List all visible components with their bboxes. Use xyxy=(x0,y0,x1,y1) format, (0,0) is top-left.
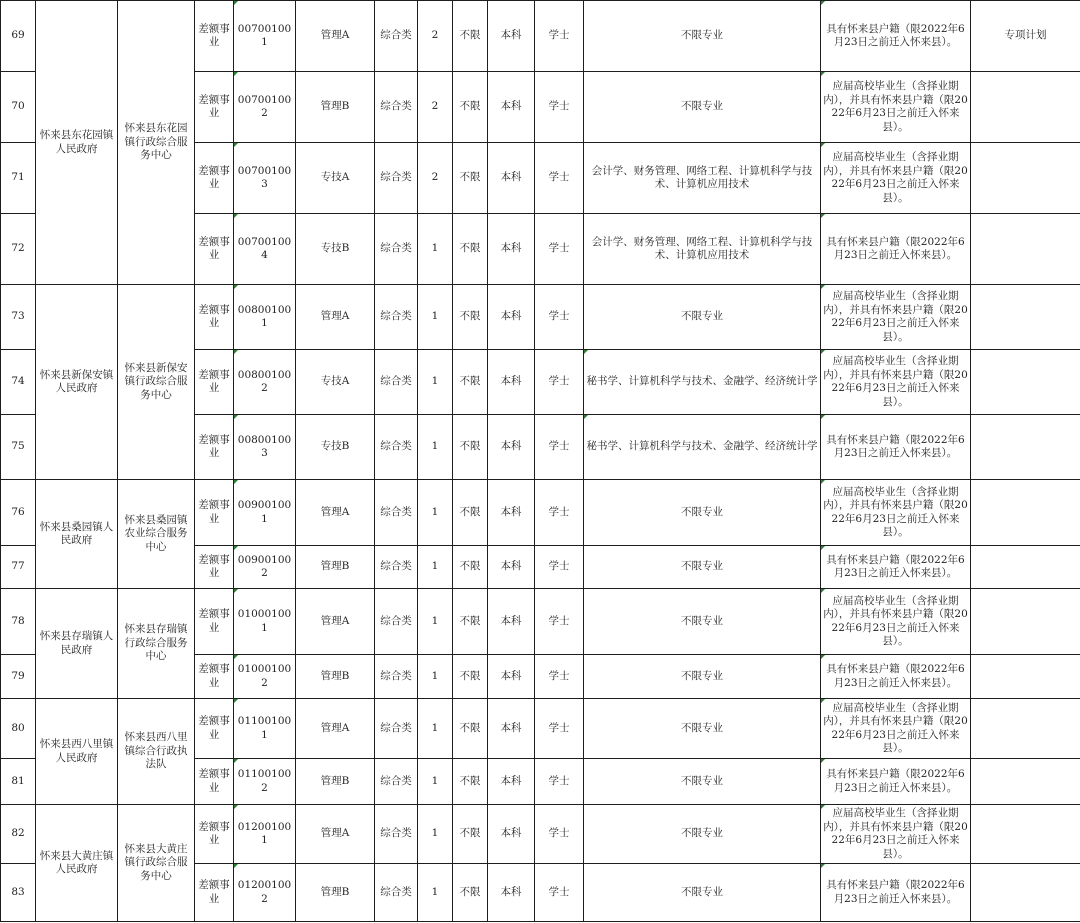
table-row xyxy=(1,589,1080,655)
unit-name: 怀来县东花园镇行政综合服务中心 xyxy=(118,1,195,285)
post-code: 011001002 xyxy=(234,759,296,805)
unit-type: 差额事业 xyxy=(195,655,234,699)
post-category: 综合类 xyxy=(375,214,418,285)
degree: 学士 xyxy=(535,214,584,285)
major: 会计学、财务管理、网络工程、计算机科学与技术、计算机应用技术 xyxy=(584,214,821,285)
row-number: 73 xyxy=(1,285,36,350)
unit-type: 差额事业 xyxy=(195,480,234,546)
post-category: 综合类 xyxy=(375,589,418,655)
hire-count: 1 xyxy=(418,214,453,285)
post-category: 综合类 xyxy=(375,699,418,759)
post-category: 综合类 xyxy=(375,480,418,546)
remarks xyxy=(971,655,1080,699)
unit-type: 差额事业 xyxy=(195,699,234,759)
remarks xyxy=(971,589,1080,655)
age-limit: 不限 xyxy=(453,285,488,350)
hire-count: 1 xyxy=(418,805,453,864)
table-row xyxy=(1,1,1080,72)
unit-name: 怀来县大黄庄镇行政综合服务中心 xyxy=(118,805,195,922)
age-limit: 不限 xyxy=(453,480,488,546)
degree: 学士 xyxy=(535,589,584,655)
other-requirements: 具有怀来县户籍（限2022年6月23日之前迁入怀来县）。 xyxy=(821,415,971,480)
unit-type: 差额事业 xyxy=(195,143,234,214)
other-requirements: 具有怀来县户籍（限2022年6月23日之前迁入怀来县）。 xyxy=(821,864,971,922)
age-limit: 不限 xyxy=(453,72,488,143)
unit-type: 差额事业 xyxy=(195,1,234,72)
department-name: 怀来县东花园镇人民政府 xyxy=(36,1,118,285)
major: 不限专业 xyxy=(584,72,821,143)
hire-count: 1 xyxy=(418,589,453,655)
post-name: 专技A xyxy=(296,350,375,415)
education: 本科 xyxy=(488,415,535,480)
post-name: 管理A xyxy=(296,1,375,72)
remarks xyxy=(971,143,1080,214)
education: 本科 xyxy=(488,589,535,655)
education: 本科 xyxy=(488,72,535,143)
hire-count: 1 xyxy=(418,655,453,699)
post-code: 012001001 xyxy=(234,805,296,864)
row-number: 69 xyxy=(1,1,36,72)
post-name: 专技A xyxy=(296,143,375,214)
post-category: 综合类 xyxy=(375,143,418,214)
table-row xyxy=(1,805,1080,864)
remarks xyxy=(971,480,1080,546)
post-name: 管理B xyxy=(296,655,375,699)
row-number: 83 xyxy=(1,864,36,922)
other-requirements: 具有怀来县户籍（限2022年6月23日之前迁入怀来县）。 xyxy=(821,214,971,285)
major: 会计学、财务管理、网络工程、计算机科学与技术、计算机应用技术 xyxy=(584,143,821,214)
row-number: 77 xyxy=(1,546,36,589)
education: 本科 xyxy=(488,805,535,864)
education: 本科 xyxy=(488,350,535,415)
row-number: 74 xyxy=(1,350,36,415)
post-category: 综合类 xyxy=(375,285,418,350)
unit-name: 怀来县桑园镇农业综合服务中心 xyxy=(118,480,195,589)
post-name: 管理A xyxy=(296,480,375,546)
post-category: 综合类 xyxy=(375,350,418,415)
other-requirements: 应届高校毕业生（含择业期内），并具有怀来县户籍（限2022年6月23日之前迁入怀来县）。 xyxy=(821,350,971,415)
row-number: 82 xyxy=(1,805,36,864)
post-code: 011001001 xyxy=(234,699,296,759)
post-category: 综合类 xyxy=(375,415,418,480)
major: 秘书学、计算机科学与技术、金融学、经济统计学 xyxy=(584,350,821,415)
other-requirements: 应届高校毕业生（含择业期内），并具有怀来县户籍（限2022年6月23日之前迁入怀来县）。 xyxy=(821,285,971,350)
education: 本科 xyxy=(488,480,535,546)
other-requirements: 应届高校毕业生（含择业期内），并具有怀来县户籍（限2022年6月23日之前迁入怀来县）。 xyxy=(821,480,971,546)
table-row xyxy=(1,480,1080,546)
other-requirements: 应届高校毕业生（含择业期内），并具有怀来县户籍（限2022年6月23日之前迁入怀来县）。 xyxy=(821,143,971,214)
row-number: 81 xyxy=(1,759,36,805)
remarks xyxy=(971,699,1080,759)
row-number: 70 xyxy=(1,72,36,143)
post-category: 综合类 xyxy=(375,546,418,589)
unit-name: 怀来县新保安镇行政综合服务中心 xyxy=(118,285,195,480)
hire-count: 1 xyxy=(418,350,453,415)
table-row xyxy=(1,699,1080,759)
degree: 学士 xyxy=(535,655,584,699)
post-code: 012001002 xyxy=(234,864,296,922)
post-name: 专技B xyxy=(296,214,375,285)
post-name: 管理B xyxy=(296,72,375,143)
remarks xyxy=(971,285,1080,350)
row-number: 78 xyxy=(1,589,36,655)
age-limit: 不限 xyxy=(453,589,488,655)
row-number: 76 xyxy=(1,480,36,546)
hire-count: 1 xyxy=(418,285,453,350)
hire-count: 1 xyxy=(418,699,453,759)
age-limit: 不限 xyxy=(453,415,488,480)
degree: 学士 xyxy=(535,415,584,480)
remarks: 专项计划 xyxy=(971,1,1080,72)
post-category: 综合类 xyxy=(375,864,418,922)
post-code: 007001002 xyxy=(234,72,296,143)
post-name: 管理A xyxy=(296,285,375,350)
remarks xyxy=(971,759,1080,805)
unit-type: 差额事业 xyxy=(195,72,234,143)
hire-count: 1 xyxy=(418,480,453,546)
other-requirements: 应届高校毕业生（含择业期内），并具有怀来县户籍（限2022年6月23日之前迁入怀来县）。 xyxy=(821,72,971,143)
education: 本科 xyxy=(488,864,535,922)
remarks xyxy=(971,350,1080,415)
hire-count: 1 xyxy=(418,759,453,805)
education: 本科 xyxy=(488,1,535,72)
post-code: 007001004 xyxy=(234,214,296,285)
row-number: 71 xyxy=(1,143,36,214)
education: 本科 xyxy=(488,143,535,214)
hire-count: 2 xyxy=(418,72,453,143)
degree: 学士 xyxy=(535,864,584,922)
post-name: 管理A xyxy=(296,589,375,655)
degree: 学士 xyxy=(535,72,584,143)
post-category: 综合类 xyxy=(375,805,418,864)
post-code: 007001001 xyxy=(234,1,296,72)
other-requirements: 具有怀来县户籍（限2022年6月23日之前迁入怀来县）。 xyxy=(821,759,971,805)
table-row xyxy=(1,285,1080,350)
post-code: 008001001 xyxy=(234,285,296,350)
major: 不限专业 xyxy=(584,285,821,350)
major: 不限专业 xyxy=(584,699,821,759)
post-category: 综合类 xyxy=(375,1,418,72)
major: 不限专业 xyxy=(584,589,821,655)
major: 不限专业 xyxy=(584,1,821,72)
post-code: 010001001 xyxy=(234,589,296,655)
row-number: 80 xyxy=(1,699,36,759)
post-category: 综合类 xyxy=(375,72,418,143)
department-name: 怀来县存瑞镇人民政府 xyxy=(36,589,118,699)
degree: 学士 xyxy=(535,143,584,214)
post-name: 管理B xyxy=(296,546,375,589)
post-category: 综合类 xyxy=(375,655,418,699)
remarks xyxy=(971,214,1080,285)
other-requirements: 应届高校毕业生（含择业期内），并具有怀来县户籍（限2022年6月23日之前迁入怀来县）。 xyxy=(821,805,971,864)
other-requirements: 具有怀来县户籍（限2022年6月23日之前迁入怀来县）。 xyxy=(821,1,971,72)
age-limit: 不限 xyxy=(453,143,488,214)
age-limit: 不限 xyxy=(453,546,488,589)
remarks xyxy=(971,415,1080,480)
post-category: 综合类 xyxy=(375,759,418,805)
degree: 学士 xyxy=(535,546,584,589)
row-number: 72 xyxy=(1,214,36,285)
row-number: 75 xyxy=(1,415,36,480)
post-code: 008001002 xyxy=(234,350,296,415)
major: 不限专业 xyxy=(584,805,821,864)
post-name: 专技B xyxy=(296,415,375,480)
post-name: 管理B xyxy=(296,864,375,922)
degree: 学士 xyxy=(535,350,584,415)
unit-type: 差额事业 xyxy=(195,805,234,864)
post-code: 008001003 xyxy=(234,415,296,480)
hire-count: 1 xyxy=(418,864,453,922)
age-limit: 不限 xyxy=(453,699,488,759)
age-limit: 不限 xyxy=(453,805,488,864)
major: 不限专业 xyxy=(584,480,821,546)
education: 本科 xyxy=(488,285,535,350)
other-requirements: 具有怀来县户籍（限2022年6月23日之前迁入怀来县）。 xyxy=(821,655,971,699)
major: 不限专业 xyxy=(584,546,821,589)
department-name: 怀来县新保安镇人民政府 xyxy=(36,285,118,480)
age-limit: 不限 xyxy=(453,864,488,922)
degree: 学士 xyxy=(535,699,584,759)
unit-name: 怀来县存瑞镇行政综合服务中心 xyxy=(118,589,195,699)
department-name: 怀来县大黄庄镇人民政府 xyxy=(36,805,118,922)
education: 本科 xyxy=(488,699,535,759)
other-requirements: 应届高校毕业生（含择业期内），并具有怀来县户籍（限2022年6月23日之前迁入怀来县）。 xyxy=(821,699,971,759)
education: 本科 xyxy=(488,759,535,805)
major: 不限专业 xyxy=(584,655,821,699)
major: 不限专业 xyxy=(584,864,821,922)
degree: 学士 xyxy=(535,480,584,546)
row-number: 79 xyxy=(1,655,36,699)
unit-type: 差额事业 xyxy=(195,759,234,805)
post-name: 管理A xyxy=(296,805,375,864)
post-name: 管理A xyxy=(296,699,375,759)
unit-type: 差额事业 xyxy=(195,864,234,922)
other-requirements: 具有怀来县户籍（限2022年6月23日之前迁入怀来县）。 xyxy=(821,546,971,589)
other-requirements: 应届高校毕业生（含择业期内），并具有怀来县户籍（限2022年6月23日之前迁入怀来县）。 xyxy=(821,589,971,655)
post-code: 009001002 xyxy=(234,546,296,589)
post-name: 管理B xyxy=(296,759,375,805)
degree: 学士 xyxy=(535,285,584,350)
unit-type: 差额事业 xyxy=(195,589,234,655)
age-limit: 不限 xyxy=(453,214,488,285)
unit-type: 差额事业 xyxy=(195,285,234,350)
major: 不限专业 xyxy=(584,759,821,805)
major: 秘书学、计算机科学与技术、金融学、经济统计学 xyxy=(584,415,821,480)
hire-count: 1 xyxy=(418,415,453,480)
age-limit: 不限 xyxy=(453,1,488,72)
age-limit: 不限 xyxy=(453,655,488,699)
department-name: 怀来县西八里镇人民政府 xyxy=(36,699,118,805)
age-limit: 不限 xyxy=(453,759,488,805)
post-code: 010001002 xyxy=(234,655,296,699)
age-limit: 不限 xyxy=(453,350,488,415)
unit-type: 差额事业 xyxy=(195,214,234,285)
education: 本科 xyxy=(488,214,535,285)
remarks xyxy=(971,72,1080,143)
degree: 学士 xyxy=(535,1,584,72)
degree: 学士 xyxy=(535,759,584,805)
hire-count: 1 xyxy=(418,546,453,589)
remarks xyxy=(971,864,1080,922)
education: 本科 xyxy=(488,546,535,589)
hire-count: 2 xyxy=(418,143,453,214)
post-code: 009001001 xyxy=(234,480,296,546)
unit-type: 差额事业 xyxy=(195,415,234,480)
remarks xyxy=(971,805,1080,864)
hire-count: 2 xyxy=(418,1,453,72)
education: 本科 xyxy=(488,655,535,699)
remarks xyxy=(971,546,1080,589)
unit-type: 差额事业 xyxy=(195,546,234,589)
degree: 学士 xyxy=(535,805,584,864)
department-name: 怀来县桑园镇人民政府 xyxy=(36,480,118,589)
unit-type: 差额事业 xyxy=(195,350,234,415)
post-code: 007001003 xyxy=(234,143,296,214)
unit-name: 怀来县西八里镇综合行政执法队 xyxy=(118,699,195,805)
